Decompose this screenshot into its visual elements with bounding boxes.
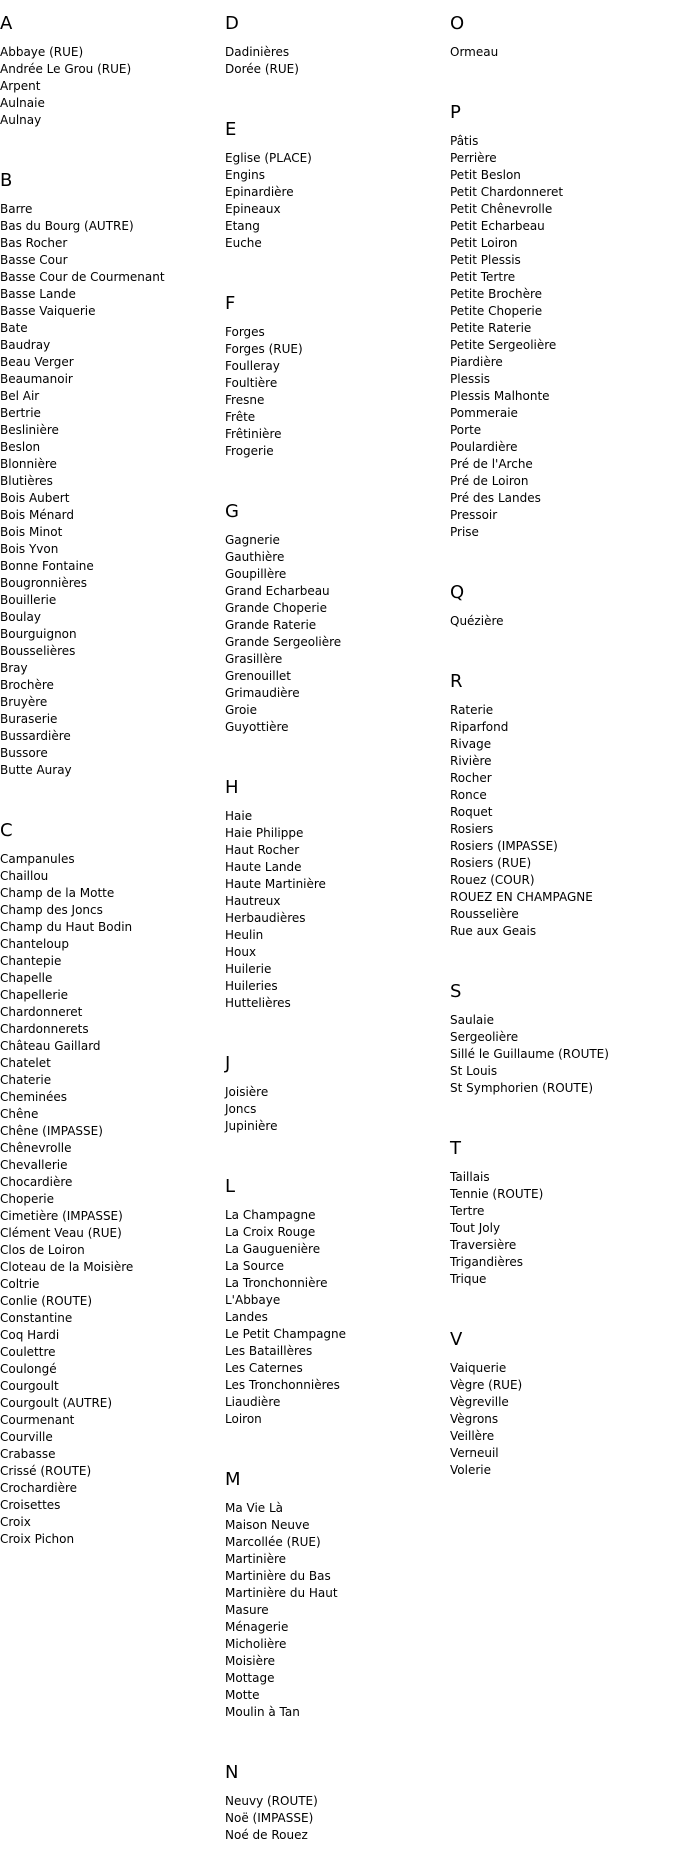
place-name-item: Le Petit Champagne (225, 1327, 347, 1341)
place-name-item: Veillère (450, 1429, 495, 1443)
section-letter-heading: M (225, 1469, 241, 1490)
section-spacer (0, 779, 225, 807)
place-name-item: Champ du Haut Bodin (0, 920, 133, 934)
place-name-item: Gauthière (225, 550, 285, 564)
place-name-list (450, 1360, 675, 1479)
section-letter-heading: C (0, 820, 13, 841)
section-letter-heading: O (450, 13, 465, 34)
place-name-item: Trigandières (450, 1255, 524, 1269)
place-name-item: Euche (225, 236, 262, 250)
section-letter-heading: J (225, 1053, 231, 1074)
place-name-item: La Gauguenière (225, 1242, 321, 1256)
section-spacer (450, 1479, 675, 1507)
place-name-item: Trique (450, 1272, 487, 1286)
letter-section (225, 119, 450, 280)
place-name-item: Maison Neuve (225, 1518, 310, 1532)
place-name-item: Beslinière (0, 423, 59, 437)
place-name-list (225, 1207, 450, 1428)
place-name-item: Chênevrolle (0, 1141, 72, 1155)
place-name-item: Chapellerie (0, 988, 69, 1002)
section-letter-heading: T (450, 1138, 461, 1159)
place-name-item: Vaiquerie (450, 1361, 507, 1375)
place-name-item: Basse Lande (0, 287, 76, 301)
place-name-item: La Tronchonnière (225, 1276, 328, 1290)
place-name-item: Groie (225, 703, 258, 717)
section-spacer (225, 78, 450, 106)
place-name-item: Chanteloup (0, 937, 69, 951)
place-name-item: Epineaux (225, 202, 281, 216)
section-letter-heading: E (225, 119, 237, 140)
place-name-item: Engins (225, 168, 265, 182)
place-name-item: Haut Rocher (225, 843, 300, 857)
place-name-item: Plessis Malhonte (450, 389, 550, 403)
place-name-item: Moulin à Tan (225, 1705, 300, 1719)
place-name-item: Cloteau de la Moisière (0, 1260, 134, 1274)
place-name-item: Huileries (225, 979, 278, 993)
section-spacer (225, 1721, 450, 1749)
section-spacer (225, 736, 450, 764)
place-name-item: Tennie (ROUTE) (450, 1187, 544, 1201)
place-name-list (450, 133, 675, 541)
place-name-item: Eglise (PLACE) (225, 151, 312, 165)
place-name-item: La Croix Rouge (225, 1225, 316, 1239)
place-name-item: Chaillou (0, 869, 49, 883)
place-name-item: La Source (225, 1259, 285, 1273)
place-name-item: Chaterie (0, 1073, 52, 1087)
place-name-item: Croix (0, 1515, 31, 1529)
place-name-item: Haie (225, 809, 253, 823)
place-name-item: Gagnerie (225, 533, 280, 547)
section-letter-heading: Q (450, 582, 465, 603)
place-name-list (225, 324, 450, 460)
place-name-item: Pressoir (450, 508, 498, 522)
place-name-item: Barre (0, 202, 33, 216)
place-name-item: Noë (IMPASSE) (225, 1811, 314, 1825)
place-name-item: Masure (225, 1603, 269, 1617)
place-name-item: Clément Veau (RUE) (0, 1226, 122, 1240)
section-spacer (225, 252, 450, 280)
place-name-item: Chocardière (0, 1175, 73, 1189)
place-name-item: Sergeolière (450, 1030, 519, 1044)
place-name-item: Courville (0, 1430, 53, 1444)
place-name-item: Les Bataillères (225, 1344, 313, 1358)
place-name-item: Petit Beslon (450, 168, 521, 182)
place-name-item: Blonnière (0, 457, 57, 471)
section-spacer (450, 940, 675, 968)
place-name-list (0, 851, 225, 1548)
place-name-item: Rosiers (RUE) (450, 856, 532, 870)
place-name-item: Goupillère (225, 567, 287, 581)
place-name-item: St Louis (450, 1064, 498, 1078)
place-name-item: Quézière (450, 614, 504, 628)
place-name-item: Loiron (225, 1412, 262, 1426)
place-name-item: Saulaie (450, 1013, 494, 1027)
place-name-item: Ménagerie (225, 1620, 289, 1634)
place-name-list (225, 532, 450, 736)
place-name-list (225, 808, 450, 1012)
place-name-item: Petite Raterie (450, 321, 532, 335)
place-name-item: Crissé (ROUTE) (0, 1464, 92, 1478)
place-name-item: Crochardière (0, 1481, 78, 1495)
place-name-item: Piardière (450, 355, 503, 369)
place-name-item: Bate (0, 321, 28, 335)
place-name-item: Etang (225, 219, 260, 233)
place-name-item: Pré de Loiron (450, 474, 529, 488)
place-name-item: Pommeraie (450, 406, 518, 420)
place-name-item: Bouillerie (0, 593, 57, 607)
place-name-item: Courgoult (AUTRE) (0, 1396, 113, 1410)
section-spacer (225, 1135, 450, 1163)
place-name-item: Landes (225, 1310, 268, 1324)
place-name-item: Petit Tertre (450, 270, 516, 284)
place-name-item: Riparfond (450, 720, 509, 734)
letter-section (225, 1469, 450, 1749)
place-name-item: Arpent (0, 79, 41, 93)
letter-section (450, 582, 675, 658)
place-name-item: Chantepie (0, 954, 62, 968)
place-name-item: Crabasse (0, 1447, 56, 1461)
place-name-item: Aulnay (0, 113, 42, 127)
place-name-item: Houx (225, 945, 257, 959)
place-name-item: Croisettes (0, 1498, 61, 1512)
place-name-item: Foultière (225, 376, 278, 390)
letter-section (225, 293, 450, 488)
section-letter-heading: F (225, 293, 236, 314)
letter-section (0, 820, 225, 1576)
place-name-item: Haute Martinière (225, 877, 326, 891)
section-letter-heading: L (225, 1176, 236, 1197)
place-name-item: Fresne (225, 393, 265, 407)
place-name-item: Haie Philippe (225, 826, 304, 840)
place-name-item: Brochère (0, 678, 54, 692)
place-name-item: Frête (225, 410, 256, 424)
place-name-list (225, 1793, 450, 1844)
section-spacer (450, 630, 675, 658)
section-spacer (225, 1844, 450, 1872)
place-name-item: Chevallerie (0, 1158, 68, 1172)
place-name-item: Basse Cour de Courmenant (0, 270, 165, 284)
place-name-item: Petite Brochère (450, 287, 543, 301)
place-name-list (450, 1012, 675, 1097)
letter-section (225, 1176, 450, 1456)
place-name-item: Grande Raterie (225, 618, 317, 632)
place-name-item: Grasillère (225, 652, 283, 666)
place-name-item: Chapelle (0, 971, 53, 985)
place-name-item: Petit Echarbeau (450, 219, 545, 233)
place-name-item: Aulnaie (0, 96, 45, 110)
place-name-item: Marcollée (RUE) (225, 1535, 321, 1549)
place-name-item: Petit Loiron (450, 236, 518, 250)
place-name-item: Moisière (225, 1654, 276, 1668)
section-letter-heading: S (450, 981, 462, 1002)
section-letter-heading: R (450, 671, 463, 692)
place-name-item: Bertrie (0, 406, 41, 420)
place-name-item: Bas du Bourg (AUTRE) (0, 219, 134, 233)
place-name-item: Bois Minot (0, 525, 63, 539)
place-name-item: Porte (450, 423, 482, 437)
place-name-item: Motte (225, 1688, 260, 1702)
place-name-item: Micholière (225, 1637, 287, 1651)
place-name-item: Rosiers (450, 822, 494, 836)
place-name-item: Conlie (ROUTE) (0, 1294, 93, 1308)
place-name-item: Plessis (450, 372, 491, 386)
letter-section (225, 777, 450, 1040)
place-name-item: Boulay (0, 610, 41, 624)
place-name-item: Coulettre (0, 1345, 56, 1359)
place-name-item: Volerie (450, 1463, 491, 1477)
place-name-item: Les Tronchonnières (225, 1378, 340, 1392)
letter-section (450, 671, 675, 968)
place-name-item: Perrière (450, 151, 497, 165)
place-name-item: Martinière du Haut (225, 1586, 338, 1600)
place-name-item: Tout Joly (450, 1221, 501, 1235)
place-name-item: Hautreux (225, 894, 281, 908)
place-name-item: Bois Yvon (0, 542, 59, 556)
place-name-item: Ormeau (450, 45, 499, 59)
place-name-item: Jupinière (225, 1119, 278, 1133)
place-name-item: Joncs (225, 1102, 257, 1116)
letter-section (450, 102, 675, 569)
letter-section (450, 13, 675, 89)
place-name-item: Courgoult (0, 1379, 59, 1393)
section-spacer (225, 1012, 450, 1040)
place-name-item: Ronce (450, 788, 487, 802)
section-letter-heading: B (0, 170, 13, 191)
place-name-item: Bois Ménard (0, 508, 75, 522)
place-name-item: Courmenant (0, 1413, 75, 1427)
place-name-item: Bussardière (0, 729, 71, 743)
place-name-item: La Champagne (225, 1208, 316, 1222)
place-name-item: Chardonnerets (0, 1022, 89, 1036)
section-letter-heading: G (225, 501, 239, 522)
place-name-item: Epinardière (225, 185, 294, 199)
place-name-item: Constantine (0, 1311, 73, 1325)
place-name-item: Joisière (225, 1085, 269, 1099)
place-name-item: Taillais (450, 1170, 490, 1184)
letter-section (450, 1329, 675, 1507)
place-name-item: Beau Verger (0, 355, 74, 369)
place-name-item: Neuvy (ROUTE) (225, 1794, 318, 1808)
place-name-item: Rivière (450, 754, 492, 768)
section-spacer (0, 129, 225, 157)
place-name-item: Petit Chardonneret (450, 185, 564, 199)
place-name-item: Buraserie (0, 712, 58, 726)
place-name-item: Rousselière (450, 907, 519, 921)
place-name-item: Roquet (450, 805, 493, 819)
place-name-item: Coltrie (0, 1277, 40, 1291)
place-name-item: Bourguignon (0, 627, 77, 641)
letter-section (450, 981, 675, 1125)
place-name-item: Liaudière (225, 1395, 281, 1409)
place-name-item: Coulongé (0, 1362, 57, 1376)
section-letter-heading: P (450, 102, 461, 123)
place-name-list (225, 44, 450, 78)
place-name-item: Bray (0, 661, 28, 675)
place-name-item: Bel Air (0, 389, 40, 403)
place-name-item: Bousselières (0, 644, 76, 658)
place-name-item: Herbaudières (225, 911, 306, 925)
place-name-item: Grand Echarbeau (225, 584, 330, 598)
place-name-item: Choperie (0, 1192, 54, 1206)
place-name-item: Guyottière (225, 720, 289, 734)
place-name-item: Grimaudière (225, 686, 300, 700)
place-name-item: Sillé le Guillaume (ROUTE) (450, 1047, 609, 1061)
section-spacer (450, 1288, 675, 1316)
place-name-item: Vègre (RUE) (450, 1378, 523, 1392)
place-name-item: Chardonneret (0, 1005, 83, 1019)
place-name-item: Poulardière (450, 440, 518, 454)
place-name-item: Dorée (RUE) (225, 62, 299, 76)
place-name-list (225, 1084, 450, 1135)
place-name-item: Butte Auray (0, 763, 72, 777)
place-name-item: Ma Vie Là (225, 1501, 284, 1515)
place-name-item: Clos de Loiron (0, 1243, 85, 1257)
place-name-item: Bois Aubert (0, 491, 70, 505)
place-name-item: Andrée Le Grou (RUE) (0, 62, 132, 76)
place-name-item: Coq Hardi (0, 1328, 60, 1342)
place-name-item: Dadinières (225, 45, 290, 59)
place-name-list (0, 201, 225, 779)
place-name-item: Haute Lande (225, 860, 302, 874)
letter-section (0, 13, 225, 157)
place-name-item: Abbaye (RUE) (0, 45, 84, 59)
place-name-list (450, 44, 675, 61)
section-spacer (225, 460, 450, 488)
place-name-item: Grande Choperie (225, 601, 327, 615)
section-spacer (0, 1548, 225, 1576)
place-name-item: Petite Choperie (450, 304, 543, 318)
section-spacer (450, 61, 675, 89)
place-name-item: Petite Sergeolière (450, 338, 557, 352)
place-name-item: Cimetière (IMPASSE) (0, 1209, 123, 1223)
place-name-item: Rouez (COUR) (450, 873, 535, 887)
place-name-item: Forges (RUE) (225, 342, 303, 356)
place-name-item: Rocher (450, 771, 492, 785)
place-name-item: ROUEZ EN CHAMPAGNE (450, 890, 593, 904)
section-letter-heading: H (225, 777, 239, 798)
place-name-item: Pré des Landes (450, 491, 541, 505)
section-spacer (450, 541, 675, 569)
place-name-item: Forges (225, 325, 265, 339)
section-spacer (450, 1097, 675, 1125)
place-name-item: Martinière du Bas (225, 1569, 331, 1583)
place-name-item: Prise (450, 525, 479, 539)
place-name-item: Blutières (0, 474, 53, 488)
place-name-item: Pré de l'Arche (450, 457, 533, 471)
place-name-item: Vègrons (450, 1412, 499, 1426)
place-name-item: Champ des Joncs (0, 903, 103, 917)
place-name-list (450, 702, 675, 940)
place-name-item: Frêtinière (225, 427, 282, 441)
place-name-item: Basse Vaiquerie (0, 304, 96, 318)
place-name-list (225, 150, 450, 252)
letter-section (0, 170, 225, 807)
place-name-item: Mottage (225, 1671, 275, 1685)
section-letter-heading: A (0, 13, 13, 34)
place-name-item: Champ de la Motte (0, 886, 115, 900)
place-name-item: Petit Plessis (450, 253, 521, 267)
letter-section (225, 13, 450, 106)
letter-section (225, 1762, 450, 1872)
place-name-item: Chêne (IMPASSE) (0, 1124, 103, 1138)
place-name-item: Frogerie (225, 444, 274, 458)
place-name-item: Campanules (0, 852, 75, 866)
place-name-item: Bonne Fontaine (0, 559, 94, 573)
place-name-item: Bussore (0, 746, 48, 760)
place-name-item: Huttelières (225, 996, 291, 1010)
place-name-item: Raterie (450, 703, 494, 717)
place-name-item: Verneuil (450, 1446, 499, 1460)
place-name-item: Croix Pichon (0, 1532, 75, 1546)
place-name-item: Rosiers (IMPASSE) (450, 839, 558, 853)
place-name-item: Grenouillet (225, 669, 291, 683)
place-name-item: Rivage (450, 737, 492, 751)
place-name-item: Tertre (450, 1204, 485, 1218)
place-name-item: Heulin (225, 928, 264, 942)
section-letter-heading: D (225, 13, 239, 34)
place-name-item: Vègreville (450, 1395, 509, 1409)
section-spacer (225, 1428, 450, 1456)
place-name-item: Chêne (0, 1107, 39, 1121)
place-name-item: Château Gaillard (0, 1039, 101, 1053)
index-column-1 (0, 0, 225, 1576)
place-name-item: Beaumanoir (0, 372, 73, 386)
place-name-item: Martinière (225, 1552, 287, 1566)
place-name-item: Noé de Rouez (225, 1828, 308, 1842)
index-column-3 (450, 0, 675, 1507)
letter-section (225, 1053, 450, 1163)
place-name-item: Pâtis (450, 134, 479, 148)
place-name-item: Basse Cour (0, 253, 68, 267)
place-name-item: Bas Rocher (0, 236, 68, 250)
place-name-item: L'Abbaye (225, 1293, 281, 1307)
place-name-list (0, 44, 225, 129)
place-name-item: Les Caternes (225, 1361, 303, 1375)
place-name-item: Cheminées (0, 1090, 68, 1104)
place-name-item: Bruyère (0, 695, 48, 709)
place-name-item: Baudray (0, 338, 51, 352)
place-name-item: Chatelet (0, 1056, 51, 1070)
letter-section (450, 1138, 675, 1316)
place-name-item: Rue aux Geais (450, 924, 537, 938)
section-letter-heading: V (450, 1329, 463, 1350)
place-name-list (225, 1500, 450, 1721)
place-name-item: Huilerie (225, 962, 272, 976)
section-letter-heading: N (225, 1762, 239, 1783)
place-name-list (450, 613, 675, 630)
place-name-item: Foulleray (225, 359, 280, 373)
place-name-list (450, 1169, 675, 1288)
letter-section (225, 501, 450, 764)
place-name-item: Grande Sergeolière (225, 635, 342, 649)
place-name-item: Traversière (450, 1238, 517, 1252)
place-name-item: St Symphorien (ROUTE) (450, 1081, 594, 1095)
index-column-2 (225, 0, 450, 1872)
place-name-item: Petit Chênevrolle (450, 202, 553, 216)
place-name-item: Bougronnières (0, 576, 88, 590)
place-name-item: Beslon (0, 440, 41, 454)
